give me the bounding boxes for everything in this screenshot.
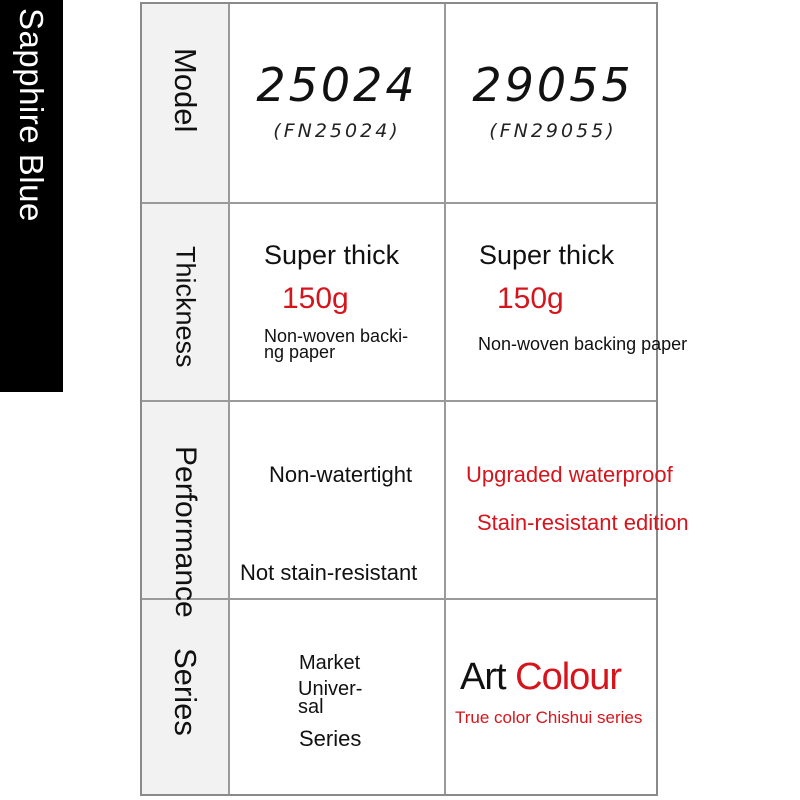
model-code-2: (FN29055) <box>489 120 617 142</box>
side-tag <box>0 0 63 392</box>
series-1-line4: Series <box>299 726 362 751</box>
artcolour-logo-part2: Colour <box>515 656 622 698</box>
series-1-line2: Univer- <box>298 678 363 700</box>
thickness-title-2: Super thick <box>479 240 615 270</box>
model-number-1: 25024 <box>256 58 418 112</box>
performance-2-line2: Stain-resistant edition <box>477 510 689 535</box>
comparison-table <box>140 2 689 796</box>
thickness-weight-1: 150g <box>282 282 349 315</box>
thickness-note-1-line2: ng paper <box>264 342 336 362</box>
thickness-title-1: Super thick <box>264 240 400 270</box>
model-number-2: 29055 <box>472 58 634 112</box>
row-label-thickness: Thickness <box>170 246 201 368</box>
series-2-subtitle: True color Chishui series <box>455 708 643 727</box>
model-code-1: (FN25024) <box>273 120 401 142</box>
grid-line <box>142 400 656 402</box>
side-tag-label: Sapphire Blue <box>13 8 50 222</box>
series-1-line3: sal <box>298 696 324 718</box>
row-label-model: Model <box>168 48 203 133</box>
performance-1-line1: Non-watertight <box>269 462 413 487</box>
artcolour-logo-part1: Art <box>460 656 506 698</box>
artcolour-logo <box>460 656 621 699</box>
thickness-weight-2: 150g <box>497 282 564 315</box>
row-label-series: Series <box>168 648 203 736</box>
row-label-performance: Performance <box>169 446 202 618</box>
grid-line <box>142 598 656 600</box>
performance-1-line2: Not stain-resistant <box>240 560 418 585</box>
grid-line <box>142 202 656 204</box>
performance-2-line1: Upgraded waterproof <box>466 462 673 487</box>
thickness-note-1-line1: Non-woven backi- <box>264 326 409 346</box>
thickness-note-2: Non-woven backing paper <box>478 334 688 354</box>
series-1-line1: Market <box>299 652 361 674</box>
